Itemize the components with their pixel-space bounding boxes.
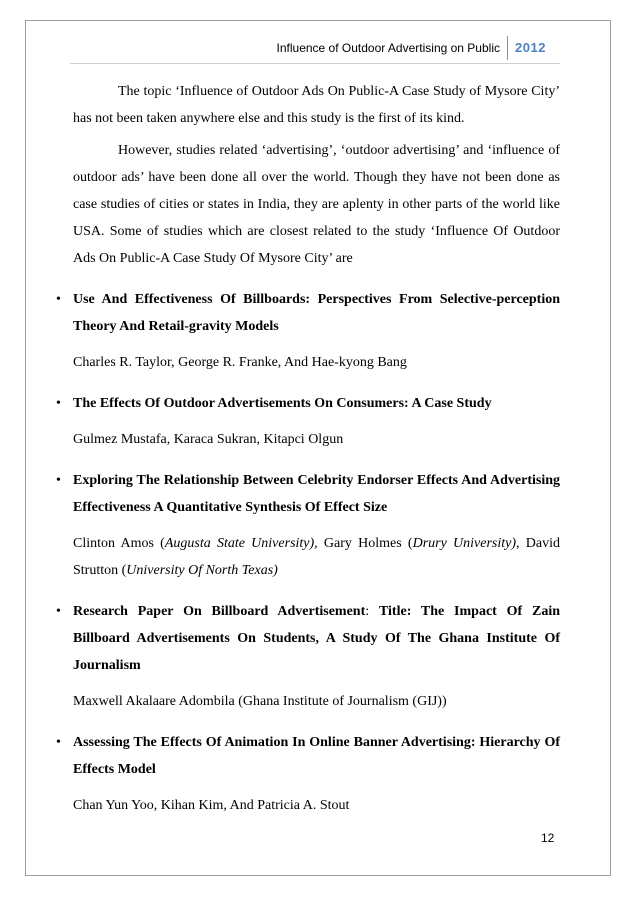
studies-paragraph: However, studies related ‘advertising’, ‘outdoor advertising’ and ‘influence of outdoor ads’ have been done all over the world. Though they have not been done as case studies of cities or states in India, they are aplenty in other parts of the world like USA. Some of studies which are closest related to the study ‘Influence Of Outdoor Ads On Public-A Case Study Of Mysore City’ are [73,143,560,266]
study-title-colon: : [365,604,379,619]
study-item [56,598,561,715]
header-year: 2012 [515,40,546,55]
bullet-icon: • [56,396,61,411]
intro-paragraph: The topic ‘Influence of Outdoor Ads On Public-A Case Study of Mysore City’ has not been taken anywhere else and this study is the first of its kind. [73,84,560,126]
study-authors: Gulmez Mustafa, Karaca Sukran, Kitapci Olgun [73,432,344,447]
study-item [56,729,560,819]
author-name: David Strutton ( [73,536,560,578]
header-rule [70,63,560,64]
author-name: Gary Holmes ( [317,536,413,551]
author-name: Clinton Amos ( [73,536,165,551]
header-divider [507,36,508,60]
page-header [0,34,558,62]
study-title: Use And Effectiveness Of Billboards: Perspectives From Selective-perception Theory And Retail-gravity Models [73,292,560,334]
bullet-icon: • [56,292,61,307]
study-title: The Effects Of Outdoor Advertisements On Consumers: A Case Study [73,396,492,411]
page-body [56,78,561,819]
bullet-icon: • [56,735,61,750]
author-affiliation: Drury University), [412,536,520,551]
study-authors: Charles R. Taylor, George R. Franke, And Hae-kyong Bang [73,355,407,370]
study-authors: Maxwell Akalaare Adombila (Ghana Institute of Journalism (GIJ)) [73,694,447,709]
study-authors [73,530,560,584]
page-number: 12 [541,831,555,845]
study-title: Exploring The Relationship Between Celebrity Endorser Effects And Advertising Effectiveness A Quantitative Synthesis Of Effect Size [73,473,560,515]
author-affiliation: University Of North Texas) [126,563,278,578]
bullet-icon: • [56,473,61,488]
study-title: Assessing The Effects Of Animation In Online Banner Advertising: Hierarchy Of Effects Model [73,735,560,777]
study-item [56,467,560,584]
study-title [73,598,560,679]
study-title-lead: Research Paper On Billboard Advertisement [73,604,366,619]
study-title-rest: Title: The Impact Of Zain Billboard Advertisements On Students, A Study Of The Ghana Institute Of Journalism [73,604,561,673]
study-item [56,286,560,376]
bullet-icon: • [56,604,61,619]
study-item [56,390,560,453]
author-affiliation: Augusta State University), [164,536,318,551]
header-title: Influence of Outdoor Advertising on Public [276,41,500,55]
study-authors: Chan Yun Yoo, Kihan Kim, And Patricia A. Stout [73,798,350,813]
